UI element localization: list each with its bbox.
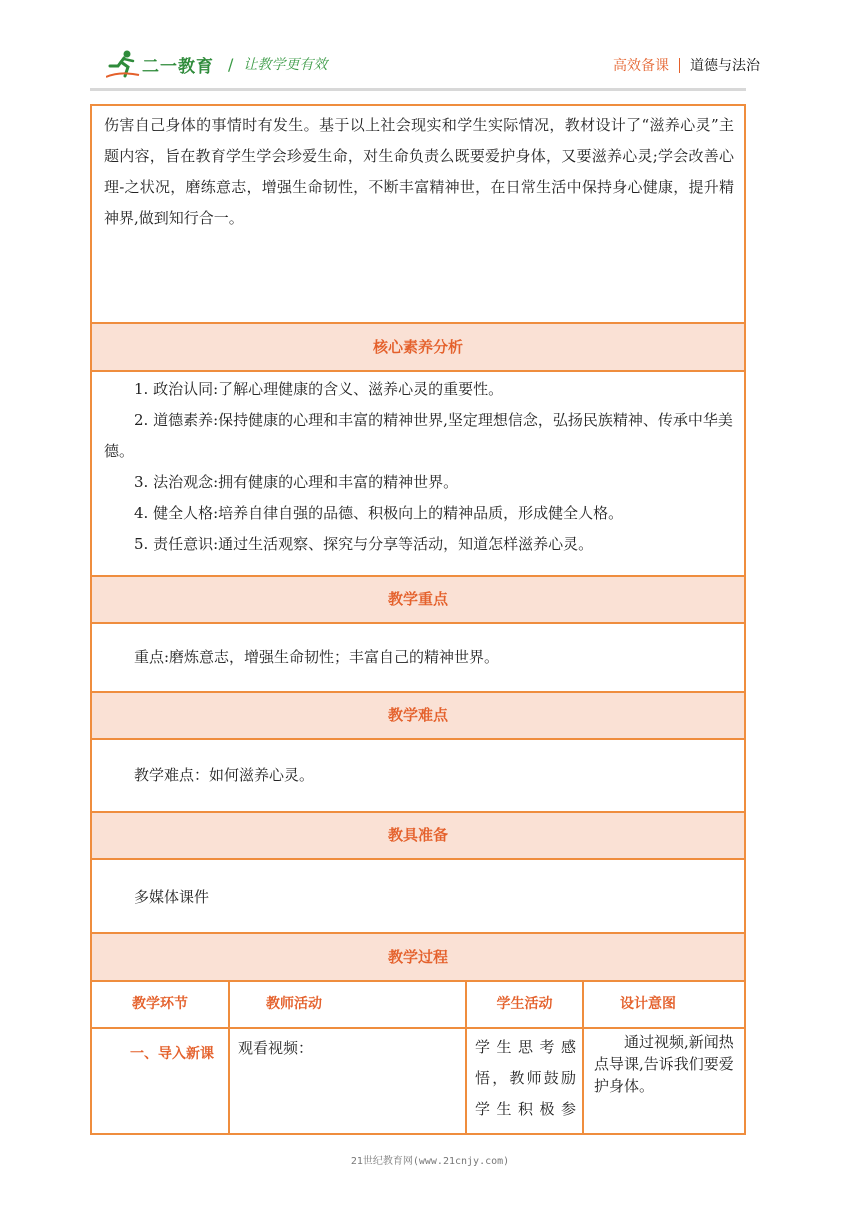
core-item-1: 1. 政治认同:了解心理健康的含义、滋养心灵的重要性。 bbox=[134, 380, 504, 398]
core-heading: 核心素养分析 bbox=[92, 324, 744, 372]
tools-section bbox=[92, 860, 744, 934]
slogan-divider: / bbox=[228, 54, 234, 74]
process-row-1 bbox=[92, 1029, 744, 1133]
core-item-4: 4. 健全人格:培养自律自强的品德、积极向上的精神品质，形成健全人格。 bbox=[134, 504, 624, 522]
tools-heading: 教具准备 bbox=[92, 813, 744, 860]
column-intent: 设计意图 bbox=[620, 996, 676, 1012]
intent-cell: 通过视频,新闻热点导课,告诉我们要爱护身体。 bbox=[594, 1033, 734, 1095]
core-item-3: 3. 法治观念:拥有健康的心理和丰富的精神世界。 bbox=[134, 473, 459, 491]
core-item-2: 2. 道德素养:保持健康的心理和丰富的精神世界,坚定理想信念，弘扬民族精神、传承中华美德。 bbox=[104, 411, 733, 460]
lesson-plan-table bbox=[90, 104, 746, 1135]
header-rule bbox=[90, 88, 746, 91]
core-section bbox=[92, 372, 744, 577]
header-divider bbox=[679, 58, 680, 73]
header-tags bbox=[613, 55, 760, 75]
process-heading: 教学过程 bbox=[92, 934, 744, 982]
column-teacher: 教师活动 bbox=[230, 982, 467, 1027]
subject-label: 道德与法治 bbox=[690, 58, 760, 74]
key-point-heading: 教学重点 bbox=[92, 577, 744, 624]
difficulty-text: 教学难点：如何滋养心灵。 bbox=[134, 766, 315, 784]
column-stage: 教学环节 bbox=[92, 982, 230, 1027]
difficulty-heading: 教学难点 bbox=[92, 693, 744, 740]
runner-icon bbox=[106, 49, 140, 79]
key-point-text: 重点:磨炼意志，增强生命韧性；丰富自己的精神世界。 bbox=[134, 648, 500, 666]
category-label: 高效备课 bbox=[613, 58, 669, 74]
brand-slogan: 让教学更有效 bbox=[243, 57, 328, 73]
process-column-headers bbox=[92, 982, 744, 1029]
stage-cell: 一、导入新课 bbox=[92, 1029, 230, 1133]
intro-row bbox=[92, 106, 744, 324]
page-header bbox=[0, 0, 860, 90]
student-cell: 学生思考感悟，教师鼓励学生积极参 bbox=[467, 1029, 584, 1133]
brand-logo bbox=[106, 48, 327, 80]
brand-name: 二一教育 bbox=[142, 56, 214, 77]
key-point-section bbox=[92, 624, 744, 693]
tools-text: 多媒体课件 bbox=[134, 888, 210, 906]
teacher-cell: 观看视频： bbox=[230, 1029, 467, 1133]
column-student: 学生活动 bbox=[467, 982, 584, 1027]
page-footer: 21世纪教育网(www.21cnjy.com) bbox=[350, 1156, 510, 1167]
core-item-5: 5. 责任意识:通过生活观察、探究与分享等活动，知道怎样滋养心灵。 bbox=[134, 535, 594, 553]
intro-paragraph: 伤害自己身体的事情时有发生。基于以上社会现实和学生实际情况，教材设计了“滋养心灵”主题内容，旨在教育学生学会珍爱生命，对生命负责么既要爱护身体，又要滋养心灵;学会改善心理-之状况，磨练意志，增强生命韧性，不断丰富精神世，在日常生活中保持身心健康，提升精神界,做到知行合一。 bbox=[104, 116, 734, 227]
difficulty-section bbox=[92, 740, 744, 813]
